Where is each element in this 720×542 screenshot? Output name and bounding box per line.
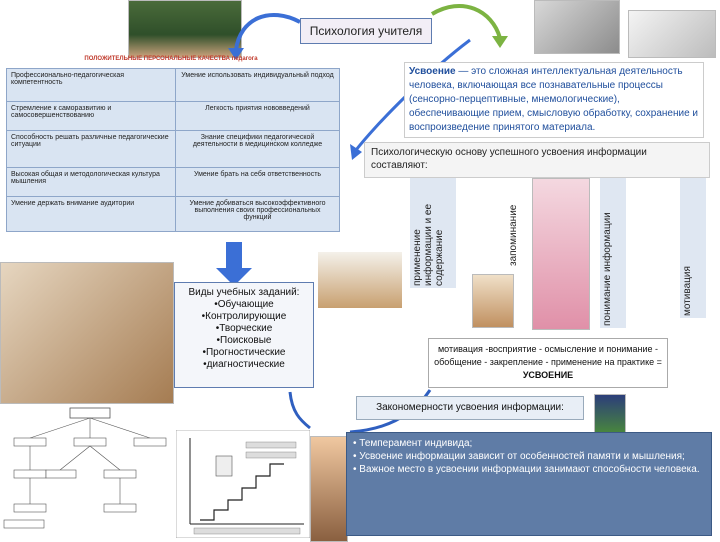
list-item: •диагностические [203, 359, 285, 370]
list-item: •Обучающие [214, 299, 274, 310]
list-item: • Важное место в усвоении информации занимают способности человека. [353, 464, 700, 475]
table-row [7, 102, 340, 131]
formula-text: мотивация -восприятие - осмысление и понимание - обобщение - закрепление - применение на практике = [434, 344, 662, 367]
list-item: •Контролирующие [201, 311, 287, 322]
component-memorization: запоминание [506, 178, 532, 268]
table-cell: Умение брать на себя ответственность [176, 168, 340, 197]
list-item: •Творческие [215, 323, 273, 334]
basis-text: Психологическую основу успешного усвоения информации составляют: [364, 142, 710, 178]
component-motivation: мотивация [680, 178, 706, 318]
qualities-table [6, 68, 340, 232]
patterns-box [346, 432, 712, 536]
table-cell: Высокая общая и методологическая культура мышления [7, 168, 176, 197]
table-cell: Умение использовать индивидуальный подход [176, 69, 340, 102]
table-cell: Легкость приятия нововведений [176, 102, 340, 131]
table-row [7, 131, 340, 168]
table-cell: Стремление к саморазвитию и самосовершенствованию [7, 102, 176, 131]
table-row [7, 69, 340, 102]
formula-box [428, 338, 668, 388]
tasks-title: Виды учебных заданий: [188, 287, 300, 298]
table-cell: Умение держать внимание аудитории [7, 197, 176, 232]
definition-text: — это сложная интеллектуальная деятельность человека, включающая все познавательные процессы (сенсорно-перцептивные, мнемологические), обеспечивающие прием, смысловую обработку, сохранение и воспроизведение принятого материала. [409, 66, 698, 133]
table-row [7, 197, 340, 232]
component-application: применение информации и ее содержание [410, 178, 456, 288]
tasks-box [174, 282, 314, 388]
page-title: Психология учителя [300, 18, 432, 44]
list-item: • Темперамент индивида; [353, 438, 473, 449]
table-cell: Профессионально-педагогическая компетентность [7, 69, 176, 102]
definition-box [404, 62, 704, 138]
list-item: •Прогностические [202, 347, 286, 358]
definition-term: Усвоение [409, 66, 456, 77]
table-row [7, 168, 340, 197]
component-understanding: понимание информации [600, 178, 626, 328]
list-item: •Поисковые [216, 335, 272, 346]
table-cell: Знание специфики педагогической деятельности в медицинском колледже [176, 131, 340, 168]
formula-result: УСВОЕНИЕ [522, 370, 574, 380]
table-cell: Способность решать различные педагогические ситуации [7, 131, 176, 168]
table-cell: Умение добиваться высокоэффективного выполнения своих профессиональных функций [176, 197, 340, 232]
list-item: • Усвоение информации зависит от особенностей памяти и мышления; [353, 451, 685, 462]
patterns-title: Закономерности усвоения информации: [356, 396, 584, 420]
qualities-title: ПОЛОЖИТЕЛЬНЫЕ ПЕРСОНАЛЬНЫЕ КАЧЕСТВА педагога [84, 56, 258, 62]
